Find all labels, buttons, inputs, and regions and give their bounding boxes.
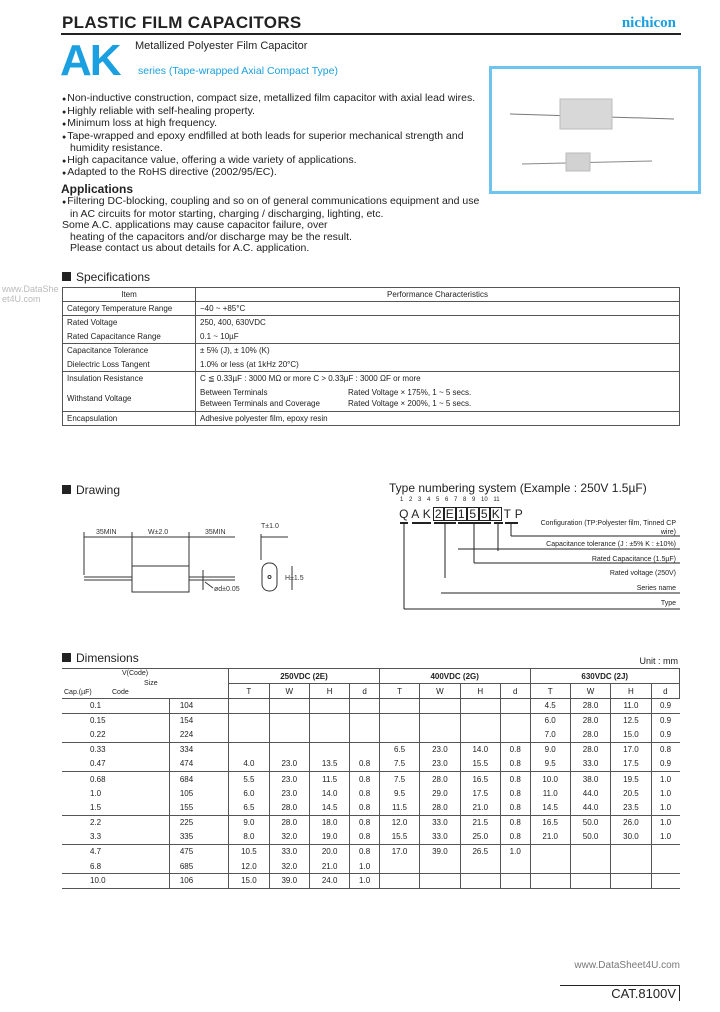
code-char: 2 [433,507,445,521]
table-row [62,786,680,801]
dim-cell [500,859,530,874]
dim-cell [611,874,651,889]
table-row [62,830,680,845]
dim-cell [651,874,679,889]
dim-cell: 0.9 [651,757,679,772]
dim-cell: 32.0 [269,830,309,845]
lead-right-label: 35MIN [205,529,226,536]
code-char: 5 [467,507,479,521]
dim-cell [379,859,419,874]
dim-cell: 44.0 [570,786,610,801]
dim-cell: 28.0 [570,713,610,728]
drawing-heading: Drawing [62,483,120,497]
corner-size: Size [144,680,158,687]
dim-cell [570,844,610,859]
label-configuration: Configuration (TP:Polyester film, Tinned CP wire) [540,520,676,536]
dim-cell: 16.5 [530,815,570,830]
dim-cell: 14.0 [460,742,500,757]
dim-cell: 10.0 [530,771,570,786]
table-row [62,699,680,714]
dim-cell [500,874,530,889]
cap-cell: 0.1 [62,699,169,714]
dim-cell: 1.0 [651,801,679,816]
dim-cell: 0.8 [500,786,530,801]
dim-cell: 21.0 [309,859,349,874]
spec-value: 0.1 ~ 10µF [196,330,680,344]
label-series: Series name [636,585,676,592]
specifications-table [62,287,680,426]
dim-cell: 28.0 [570,699,610,714]
subcol-header: H [460,684,500,699]
cap-cell: 4.7 [62,844,169,859]
dim-cell [350,728,380,743]
dim-cell: 9.5 [530,757,570,772]
cap-cell: 0.15 [62,713,169,728]
dim-cell: 33.0 [570,757,610,772]
dim-cell: 19.5 [611,771,651,786]
dim-cell: 6.5 [379,742,419,757]
spec-item: Insulation Resistance [63,372,196,386]
dim-cell [420,713,460,728]
dim-cell: 21.5 [460,815,500,830]
feature-item: ● Adapted to the RoHS directive (2002/95/EC). [62,167,482,180]
dim-cell: 11.5 [379,801,419,816]
dim-cell: 26.0 [611,815,651,830]
cap-cell: 1.5 [62,801,169,816]
withstand-b-value: Rated Voltage × 200%, 1 ~ 5 secs. [348,399,472,409]
withstand-a-value: Rated Voltage × 175%, 1 ~ 5 secs. [348,388,472,398]
dim-cell: 28.0 [570,728,610,743]
dim-cell: 33.0 [420,830,460,845]
col-performance: Performance Characteristics [196,288,680,302]
dim-cell [309,742,349,757]
dim-cell [500,728,530,743]
dimension-drawing [60,500,320,610]
dim-cell: 14.0 [309,786,349,801]
dim-cell: 23.0 [420,757,460,772]
dim-cell: 12.0 [229,859,269,874]
specifications-heading: Specifications [62,270,150,284]
dim-cell [460,874,500,889]
dim-cell [570,874,610,889]
feature-item: ● Highly reliable with self-healing property. [62,106,482,119]
dim-cell: 28.0 [420,771,460,786]
spec-value [196,386,680,412]
dim-cell: 15.0 [611,728,651,743]
dim-cell: 28.0 [570,742,610,757]
table-row [62,859,680,874]
dim-cell: 17.5 [611,757,651,772]
dim-cell: 1.0 [651,815,679,830]
diameter-label: ød±0.05 [214,586,240,593]
spec-item: Rated Capacitance Range [63,330,196,344]
dim-cell [530,859,570,874]
dim-cell: 7.5 [379,757,419,772]
label-voltage: Rated voltage (250V) [609,570,676,577]
dim-cell: 17.0 [611,742,651,757]
dim-cell: 23.0 [269,757,309,772]
code-char: T [503,507,511,521]
code-cell: 335 [169,830,228,845]
dim-cell [611,844,651,859]
dim-cell: 12.0 [379,815,419,830]
watermark: www.DataSheet4U.com [574,960,680,971]
dim-cell [460,713,500,728]
dim-cell: 21.0 [530,830,570,845]
dim-cell [229,713,269,728]
dim-cell: 11.5 [309,771,349,786]
cap-cell: 1.0 [62,786,169,801]
code-char: A [411,507,420,521]
dim-cell: 1.0 [651,830,679,845]
dim-cell: 0.8 [500,771,530,786]
dim-cell: 14.5 [530,801,570,816]
dim-cell [269,728,309,743]
dim-cell: 5.5 [229,771,269,786]
dimensions-table [62,668,680,889]
dim-cell [500,699,530,714]
dim-cell: 0.8 [350,801,380,816]
code-cell: 685 [169,859,228,874]
table-row [62,815,680,830]
dim-cell [309,713,349,728]
dim-cell: 29.0 [420,786,460,801]
dim-cell: 4.0 [229,757,269,772]
subcol-header: W [420,684,460,699]
dim-cell: 6.0 [530,713,570,728]
dim-cell: 0.9 [651,713,679,728]
dim-cell: 20.5 [611,786,651,801]
feature-item: ● Minimum loss at high frequency. [62,118,482,131]
dim-cell [460,728,500,743]
dim-cell: 25.0 [460,830,500,845]
corner-cap: Cap.(µF) [64,689,92,696]
subcol-header: d [350,684,380,699]
dim-cell [350,713,380,728]
code-char: K [491,507,500,521]
table-row [62,713,680,728]
dim-cell: 9.0 [229,815,269,830]
dim-cell: 0.8 [500,742,530,757]
subcol-header: W [570,684,610,699]
code-char: 1 [456,507,468,521]
position-numbers: 1 2 3 4 5 6 7 8 9 10 11 [400,497,500,503]
label-capacitance: Rated Capacitance (1.5µF) [591,556,676,563]
code-cell: 684 [169,771,228,786]
group-header: 400VDC (2G) [379,669,530,684]
cap-cell: 0.47 [62,757,169,772]
dim-cell: 26.5 [460,844,500,859]
dim-cell: 0.8 [651,742,679,757]
code-char: K [422,507,431,521]
dim-cell [269,742,309,757]
code-cell: 106 [169,874,228,889]
code-cell: 474 [169,757,228,772]
dim-cell: 7.0 [530,728,570,743]
table-row [62,801,680,816]
code-cell: 334 [169,742,228,757]
subcol-header: T [229,684,269,699]
cap-cell: 0.68 [62,771,169,786]
group-header: 630VDC (2J) [530,669,680,684]
dim-cell [309,699,349,714]
spec-value: ± 5% (J), ± 10% (K) [196,344,680,358]
table-row [62,728,680,743]
series-code: AK [60,36,120,85]
subcol-header: H [611,684,651,699]
spec-value: −40 ~ +85°C [196,302,680,316]
dim-cell: 0.8 [500,830,530,845]
spec-item: Rated Voltage [63,316,196,330]
withstand-b: Between Terminals and Coverage [200,399,320,409]
dim-cell: 38.0 [570,771,610,786]
dim-cell [570,859,610,874]
dim-cell: 8.0 [229,830,269,845]
corner-voltage: V(Code) [122,670,149,677]
dim-cell: 23.0 [269,771,309,786]
dim-cell [379,699,419,714]
feature-item: ● High capacitance value, offering a wide variety of applications. [62,155,482,168]
dim-cell [229,728,269,743]
table-row [62,757,680,772]
dim-cell: 1.0 [500,844,530,859]
spec-value: 1.0% or less (at 1kHz 20°C) [196,358,680,372]
lead-left-label: 35MIN [96,529,117,536]
dim-cell [651,859,679,874]
dim-cell: 1.0 [350,859,380,874]
dim-cell [611,859,651,874]
dim-cell: 21.0 [460,801,500,816]
subcol-header: H [309,684,349,699]
feature-item: ● Non-inductive construction, compact size, metallized film capacitor with axial lead wires. [62,93,482,106]
dim-cell: 33.0 [420,815,460,830]
dimensions-heading: Dimensions [62,651,139,665]
feature-list [62,93,482,180]
code-cell: 155 [169,801,228,816]
dim-cell: 30.0 [611,830,651,845]
dim-cell [420,699,460,714]
type-code [398,507,525,521]
cap-cell: 2.2 [62,815,169,830]
dim-cell: 7.5 [379,771,419,786]
dim-cell [379,874,419,889]
dim-cell [420,728,460,743]
application-item: ● Filtering DC-blocking, coupling and so on of general communications equipment and use in AC circuits for motor starting, charging / discharging, lighting, etc. [62,196,487,220]
label-type: Type [660,600,676,607]
code-cell: 105 [169,786,228,801]
title-divider [61,33,681,35]
dim-cell: 12.5 [611,713,651,728]
series-subtitle: Metallized Polyester Film Capacitor [135,40,308,52]
dim-cell: 28.0 [420,801,460,816]
dim-cell: 23.0 [420,742,460,757]
code-char: E [445,507,454,521]
dim-cell [350,699,380,714]
spec-item: Capacitance Tolerance [63,344,196,358]
dim-cell: 13.5 [309,757,349,772]
dim-cell: 39.0 [269,874,309,889]
dim-cell: 32.0 [269,859,309,874]
dim-cell [420,859,460,874]
dim-cell: 0.8 [350,757,380,772]
dim-cell [500,713,530,728]
dim-cell: 15.0 [229,874,269,889]
spec-item: Dielectric Loss Tangent [63,358,196,372]
dim-cell: 23.5 [611,801,651,816]
dim-cell [229,699,269,714]
feature-item: ● Tape-wrapped and epoxy endfilled at both leads for superior mechanical strength and humidity resistance. [62,131,482,155]
dim-cell: 0.8 [350,771,380,786]
dim-cell: 0.8 [350,830,380,845]
spec-item: Encapsulation [63,412,196,426]
corner-header [62,669,229,699]
dim-cell [530,844,570,859]
dim-cell [460,859,500,874]
spec-value: Adhesive polyester film, epoxy resin [196,412,680,426]
dim-cell: 28.0 [269,815,309,830]
table-row [62,844,680,859]
dim-cell: 24.0 [309,874,349,889]
dim-cell: 11.0 [530,786,570,801]
dim-cell: 44.0 [570,801,610,816]
dim-cell [229,742,269,757]
product-photo [489,66,701,194]
dim-cell: 10.5 [229,844,269,859]
dim-cell: 6.5 [229,801,269,816]
col-item: Item [63,288,196,302]
table-row [62,742,680,757]
dim-cell [420,874,460,889]
dim-cell: 28.0 [269,801,309,816]
spec-value: 250, 400, 630VDC [196,316,680,330]
spec-value: C ≦ 0.33µF : 3000 MΩ or more C > 0.33µF : 3000 ΩF or more [196,372,680,386]
watermark: www.DataSheet4U.com [2,284,59,304]
dim-cell: 23.0 [269,786,309,801]
dim-cell: 0.8 [350,815,380,830]
dim-cell: 0.8 [500,757,530,772]
spec-item: Category Temperature Range [63,302,196,316]
type-numbering-heading: Type numbering system (Example : 250V 1.5µF) [389,481,647,495]
code-cell: 104 [169,699,228,714]
code-char: Q [399,507,409,521]
dim-cell [350,742,380,757]
cap-cell: 6.8 [62,859,169,874]
dim-cell [460,699,500,714]
dim-cell: 4.5 [530,699,570,714]
code-cell: 475 [169,844,228,859]
dim-cell: 9.0 [530,742,570,757]
dim-cell [530,874,570,889]
subcol-header: d [500,684,530,699]
subcol-header: W [269,684,309,699]
cap-cell: 3.3 [62,830,169,845]
dim-cell: 15.5 [379,830,419,845]
width-label: W±2.0 [148,529,169,536]
dim-cell: 1.0 [651,786,679,801]
dim-cell: 11.0 [611,699,651,714]
series-type: series (Tape-wrapped Axial Compact Type) [138,65,338,77]
applications-heading: Applications [61,182,134,196]
page-title: PLASTIC FILM CAPACITORS [62,13,302,32]
dim-cell: 1.0 [651,771,679,786]
corner-code: Code [112,689,129,696]
spec-item: Withstand Voltage [63,386,196,412]
application-note: Some A.C. applications may cause capacitor failure, over heating of the capacitors and/or discharge may be the result. Please contact us about details for A.C. application. [62,219,352,254]
code-cell: 225 [169,815,228,830]
applications-text [62,196,487,255]
dim-cell: 0.9 [651,699,679,714]
dim-cell: 19.0 [309,830,349,845]
dim-cell: 6.0 [229,786,269,801]
subcol-header: T [530,684,570,699]
table-row [62,771,680,786]
cap-cell: 10.0 [62,874,169,889]
dim-cell: 0.8 [350,844,380,859]
dim-cell: 17.0 [379,844,419,859]
dim-cell: 18.0 [309,815,349,830]
dim-cell: 50.0 [570,830,610,845]
dim-cell [379,713,419,728]
dim-cell: 0.8 [350,786,380,801]
height-label: H±1.5 [285,575,304,582]
dim-cell [379,728,419,743]
unit-label: Unit : mm [639,656,678,666]
cap-cell: 0.22 [62,728,169,743]
brand-logo: nichicon [621,15,676,31]
dim-cell: 20.0 [309,844,349,859]
dim-cell: 0.9 [651,728,679,743]
dim-cell: 17.5 [460,786,500,801]
table-row [62,874,680,889]
dim-cell [269,699,309,714]
dim-cell: 14.5 [309,801,349,816]
withstand-a: Between Terminals [200,388,268,398]
dim-cell: 33.0 [269,844,309,859]
dim-cell: 0.8 [500,815,530,830]
dim-cell: 16.5 [460,771,500,786]
dim-cell [269,713,309,728]
code-char: 5 [479,507,491,521]
code-char: P [514,507,523,521]
catalog-number: CAT.8100V [611,986,680,1001]
dim-cell: 9.5 [379,786,419,801]
cap-cell: 0.33 [62,742,169,757]
dim-cell: 15.5 [460,757,500,772]
label-tolerance: Capacitance tolerance (J : ±5% K : ±10%) [546,541,676,548]
group-header: 250VDC (2E) [229,669,380,684]
dim-cell: 39.0 [420,844,460,859]
dim-cell [309,728,349,743]
dim-cell: 1.0 [350,874,380,889]
code-cell: 154 [169,713,228,728]
dim-cell: 50.0 [570,815,610,830]
dim-cell [651,844,679,859]
thickness-label: T±1.0 [261,523,279,530]
subcol-header: T [379,684,419,699]
dim-cell: 0.8 [500,801,530,816]
code-cell: 224 [169,728,228,743]
capacitor-image [492,69,698,191]
subcol-header: d [651,684,679,699]
